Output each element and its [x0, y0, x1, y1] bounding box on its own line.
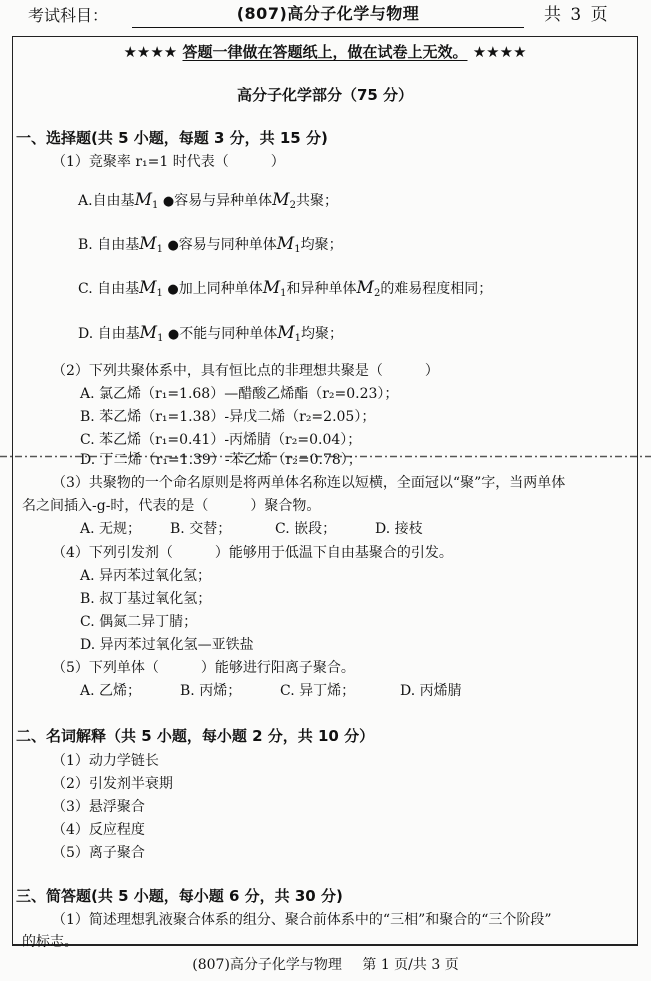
q3-option-d: D. 接枝 — [375, 521, 423, 537]
radical-dot-icon: ● — [162, 194, 175, 209]
q3-option-b: B. 交替； — [170, 521, 232, 537]
page-footer — [0, 956, 651, 974]
q5-option-d: D. 丙烯腈 — [400, 683, 462, 699]
q3-stem-line2: 名之间插入-g-时，代表的是（ ）聚合物。 — [22, 498, 321, 514]
q2-option-c: C. 苯乙烯（r₁=0.41）-丙烯腈（r₂=0.04）； — [80, 432, 362, 448]
part-title: 高分子化学部分（75 分） — [236, 86, 414, 104]
notice-stars-left: ★★★★ — [123, 43, 178, 61]
q4-option-b: B. 叔丁基过氧化氢； — [80, 591, 212, 607]
s3-q1-line1: （1）简述理想乳液聚合体系的组分、聚合前体系中的“三相”和聚合的“三个阶段” — [52, 912, 552, 928]
q3-stem-line1: （3）共聚物的一个命名原则是将两单体名称连以短横，全面冠以“聚”字，当两单体 — [52, 475, 566, 491]
radical-dot-icon: ● — [167, 327, 180, 342]
q2-option-b: B. 苯乙烯（r₁=1.38）-异戊二烯（r₂=2.05）； — [80, 409, 376, 425]
q3-option-c: C. 嵌段； — [275, 521, 337, 537]
subject-underline — [132, 27, 524, 28]
q2-option-d: D. 丁二烯（r₁=1.39）-苯乙烯（r₂=0.78）； — [80, 452, 362, 468]
q3-option-a: A. 无规； — [80, 521, 142, 537]
q4-stem: （4）下列引发剂（ ）能够用于低温下自由基聚合的引发。 — [52, 545, 453, 561]
section2-heading: 二、名词解释（共 5 小题，每小题 2 分，共 10 分） — [16, 727, 375, 745]
q4-option-a: A. 异丙苯过氧化氢； — [80, 568, 212, 584]
section3-heading: 三、简答题(共 5 小题，每小题 6 分，共 30 分) — [16, 887, 343, 905]
notice — [12, 43, 638, 63]
q5-option-a: A. 乙烯； — [80, 683, 142, 699]
q4-option-c: C. 偶氮二异丁腈； — [80, 614, 198, 630]
q5-stem: （5）下列单体（ ）能够进行阳离子聚合。 — [52, 660, 355, 676]
q2-option-a: A. 氯乙烯（r₁=1.68）—醋酸乙烯酯（r₂=0.23）； — [80, 386, 399, 402]
q5-option-c: C. 异丁烯； — [280, 683, 356, 699]
subject-value: (807)高分子化学与物理 — [236, 4, 420, 23]
subject-label: 考试科目： — [28, 6, 109, 25]
footer-page: 第 1 页/共 3 页 — [362, 957, 459, 973]
footer-subject: (807)高分子化学与物理 — [192, 957, 342, 973]
notice-stars-right: ★★★★ — [472, 43, 527, 61]
page-count: 共 3 页 — [544, 5, 610, 25]
q1-option-b: B. 自由基$M_1$ ●容易与同种单体$M_1$均聚； — [78, 234, 343, 255]
term-2: （2）引发剂半衰期 — [52, 776, 173, 792]
term-4: （4）反应程度 — [52, 822, 145, 838]
q5-option-b: B. 丙烯； — [180, 683, 242, 699]
radical-dot-icon: ● — [167, 238, 179, 253]
term-1: （1）动力学链长 — [52, 753, 159, 769]
q1-stem: （1）竞聚率 r₁=1 时代表（ ） — [52, 154, 285, 170]
notice-text: 答题一律做在答题纸上，做在试卷上无效。 — [182, 43, 468, 61]
radical-dot-icon: ● — [167, 282, 179, 297]
q2-stem: （2）下列共聚体系中，具有恒比点的非理想共聚是（ ） — [52, 363, 439, 379]
term-3: （3）悬浮聚合 — [52, 799, 145, 815]
q1-option-c: C. 自由基$M_1$ ●加上同种单体$M_1$和异种单体$M_2$的难易程度相同； — [78, 278, 493, 299]
q4-option-d: D. 异丙苯过氧化氢—亚铁盐 — [80, 637, 254, 653]
section1-heading: 一、选择题(共 5 小题，每题 3 分，共 15 分) — [16, 129, 328, 147]
term-5: （5）离子聚合 — [52, 845, 145, 861]
q1-option-d: D. 自由基$M_1$ ●不能与同种单体$M_1$均聚； — [78, 323, 344, 344]
s3-q1-line2: 的标志。 — [22, 934, 78, 950]
q1-option-a: A.自由基$M_1$ ●容易与异种单体$M_2$共聚； — [78, 190, 338, 211]
